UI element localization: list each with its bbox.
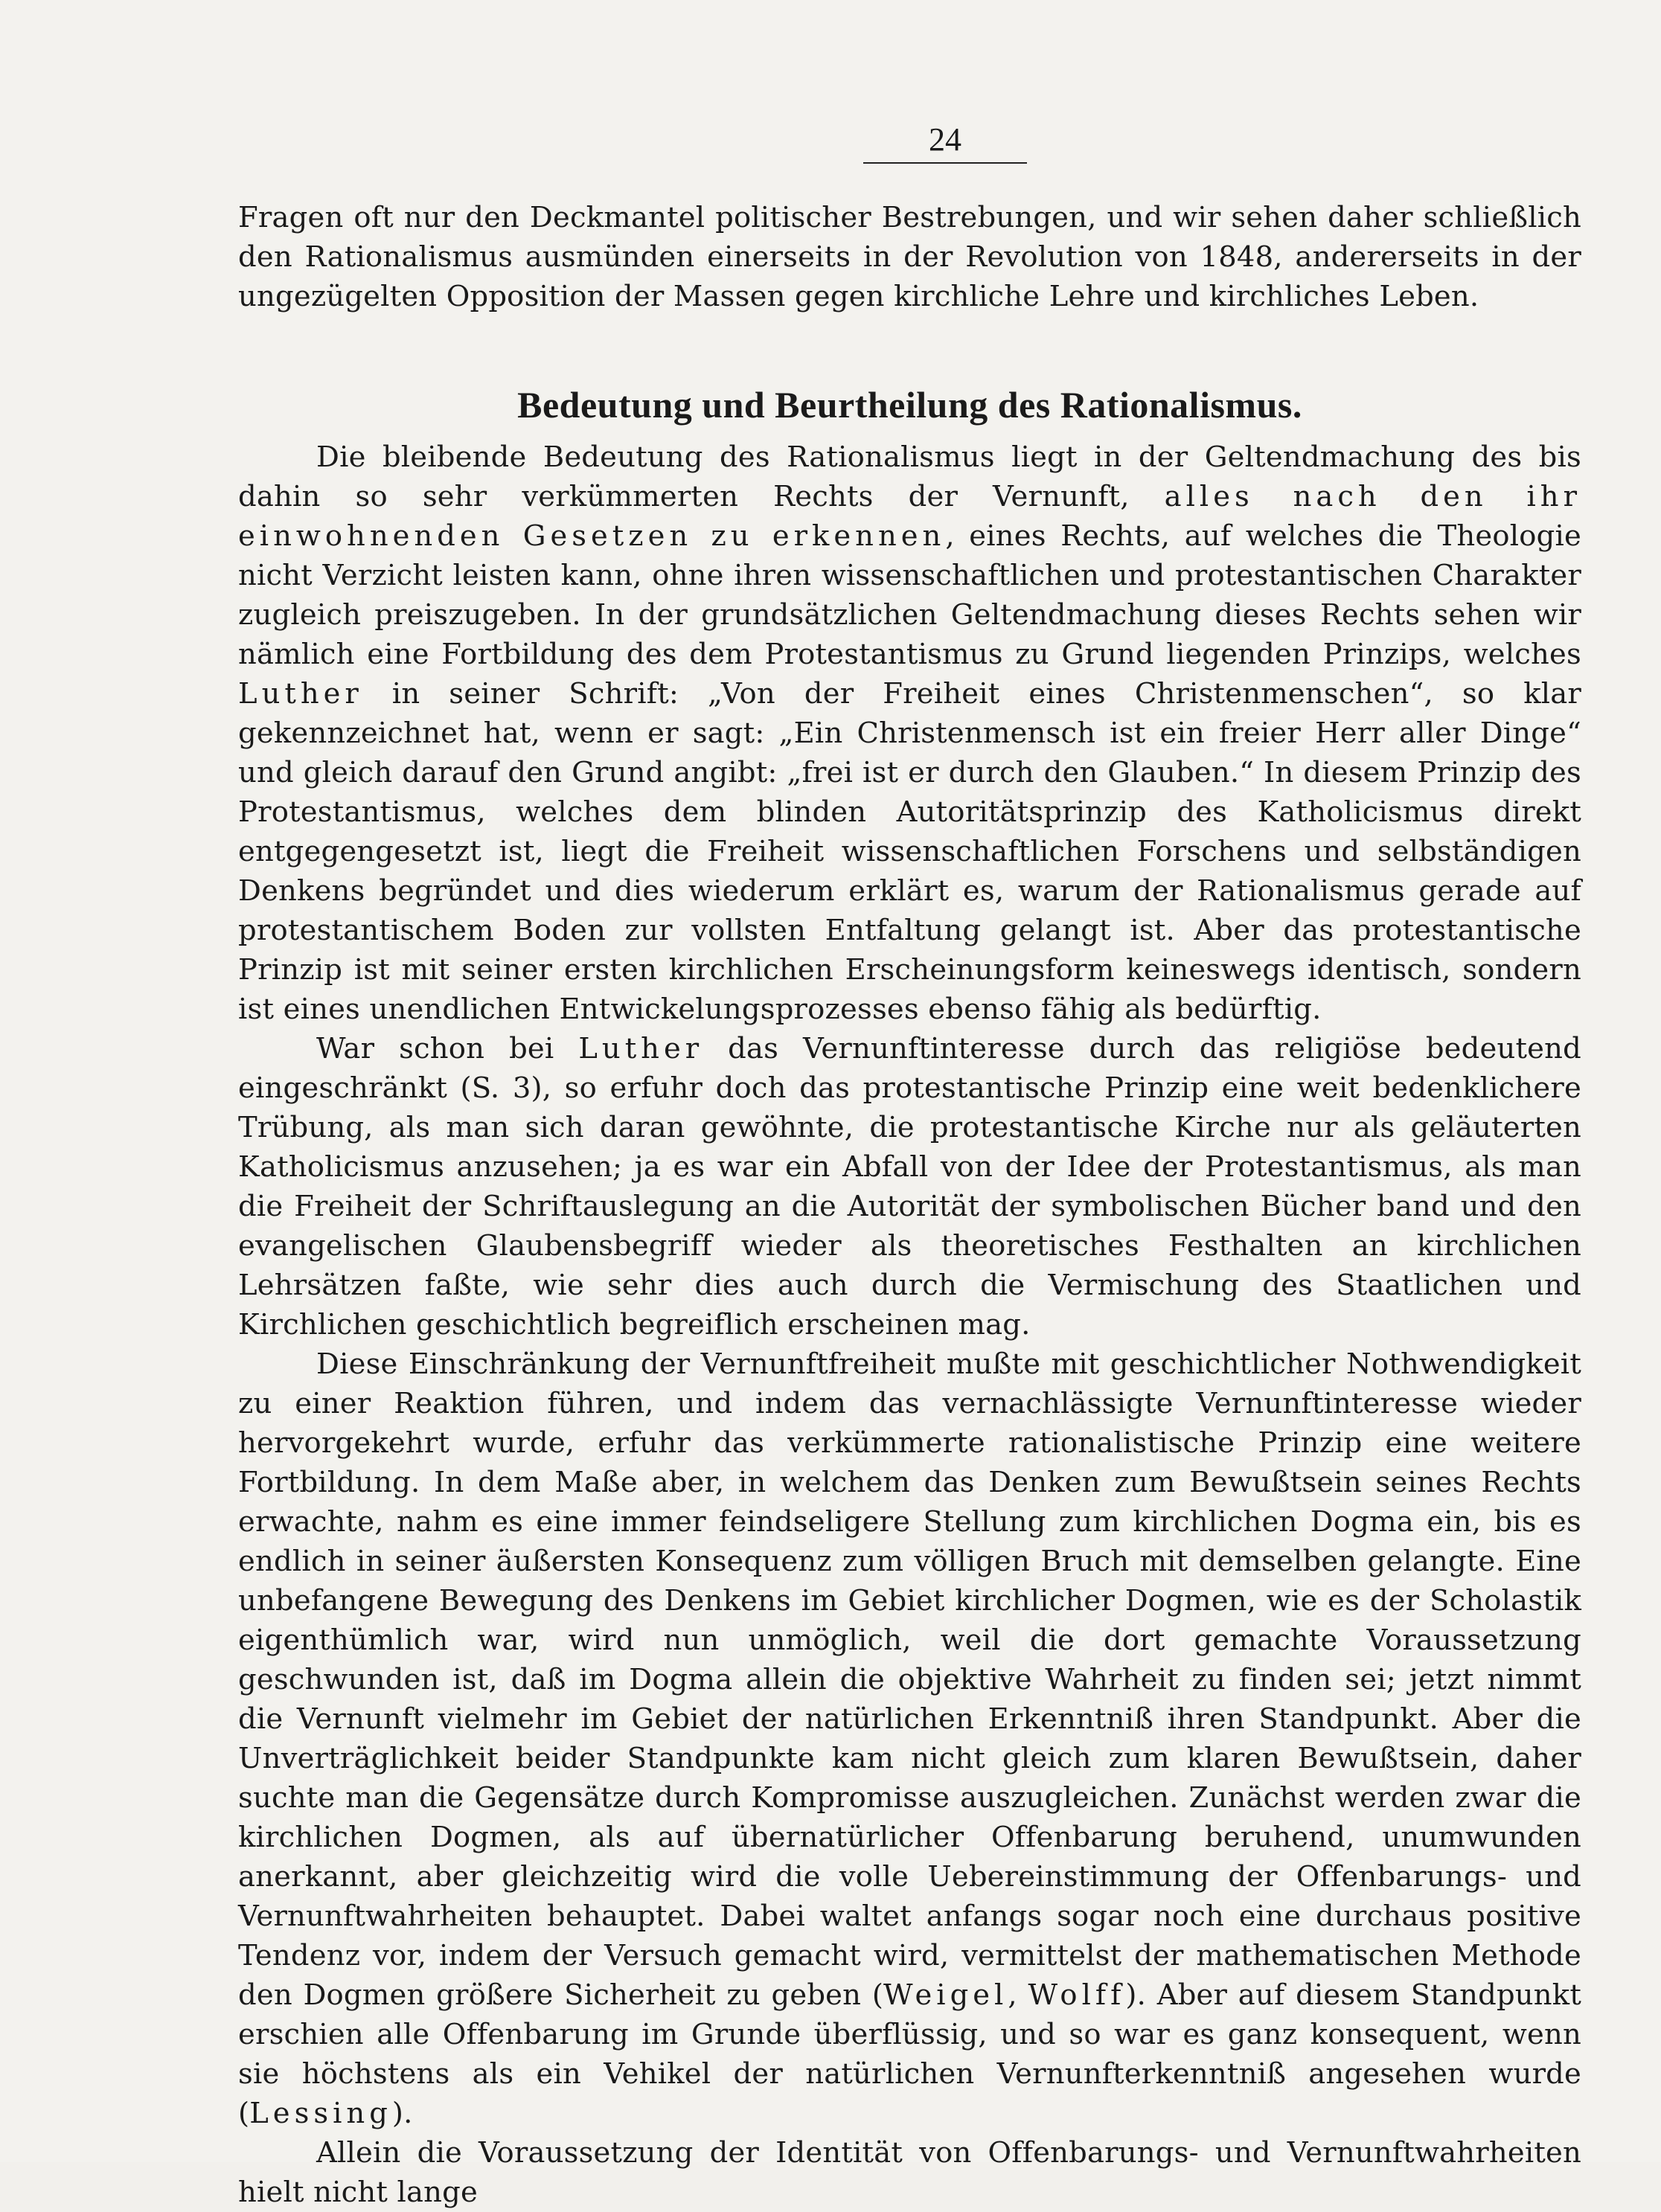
paragraph-3-part-b: ). Aber auf diesem Standpunkt erschien alle Offenbarung im Grunde überflüssig, und so war es ganz konsequent, wenn sie höchstens als ein Vehikel der natürlichen Vernunfterkenntniß angesehen wurde ( [238,1978,1581,2130]
page-number: 24 [929,121,961,158]
paragraph-3-name-wolff: Wolff [1028,1978,1126,2012]
paragraph-2-part-a: War schon bei [316,1032,579,1065]
paragraph-3-name-weigel: Weigel [883,1978,1008,2012]
paragraph-3-name-lessing: Lessing [249,2097,392,2130]
paragraph-1-name-luther: Luther [238,677,363,711]
paragraph-1-part-a: Die bleibende Bedeutung des Rationalismus liegt in der Geltendmachung des bis dahin so sehr verkümmerten Rechts der Vernunft, [238,440,1581,513]
paragraph-3 [238,1344,1581,2133]
section-heading: Bedeutung und Beurtheilung des Rationalismus. [517,384,1302,426]
paragraph-2-part-b: das Vernunftinteresse durch das religiöse bedeutend eingeschränkt (S. 3), so erfuhr doch das protestantische Prinzip eine weit bedenklichere Trübung, als man sich daran gewöhnte, die protestantische Kirche nur als geläuterten Katholicismus anzusehen; ja es war ein Abfall von der Idee der Protestantismus, als man die Freiheit der Schriftauslegung an die Autorität der symbolischen Bücher band und den evangelischen Glaubensbegriff wieder als theoretisches Festhalten an kirchlichen Lehrsätzen faßte, wie sehr dies auch durch die Vermischung des Staatlichen und Kirchlichen geschichtlich begreiflich erscheinen mag. [238,1032,1581,1341]
paragraph-2-name-luther: Luther [578,1032,704,1065]
paragraph-1-spaced-emphasis: alles nach den ihr einwohnenden Gesetzen zu erkennen [238,480,1582,553]
paragraph-3-part-c: ). [391,2097,413,2130]
page-number-rule [863,162,1027,164]
paragraph-2 [238,1029,1581,1344]
paragraph-1-part-b: , eines Rechts, auf welches die Theologie nicht Verzicht leisten kann, ohne ihren wissenschaftlichen und protestantischen Charakter zugleich preiszugeben. In der grundsätzlichen Geltendmachung dieses Rechts sehen wir nämlich eine Fortbildung des dem Protestantismus zu Grund liegenden Prinzips, welches [238,519,1582,671]
paragraph-3-part-a: Diese Einschränkung der Vernunftfreiheit mußte mit geschichtlicher Nothwendigkeit zu einer Reaktion führen, und indem das vernachlässigte Vernunftinteresse wieder hervorgekehrt wurde, erfuhr das verkümmerte rationalistische Prinzip eine weitere Fortbildung. In dem Maße aber, in welchem das Denken zum Bewußtsein seines Rechts erwachte, nahm es eine immer feindseligere Stellung zum kirchlichen Dogma ein, bis es endlich in seiner äußersten Konsequenz zum völligen Bruch mit demselben gelangte. Eine unbefangene Bewegung des Denkens im Gebiet kirchlicher Dogmen, wie es der Scholastik eigenthümlich war, wird nun unmöglich, weil die dort gemachte Voraussetzung geschwunden ist, daß im Dogma allein die objektive Wahrheit zu finden sei; jetzt nimmt die Vernunft vielmehr im Gebiet der natürlichen Erkenntniß ihren Standpunkt. Aber die Unverträglichkeit beider Standpunkte kam nicht gleich zum klaren Bewußtsein, daher suchte man die Gegensätze durch Kompromisse auszugleichen. Zunächst werden zwar die kirchlichen Dogmen, als auf übernatürlicher Offenbarung beruhend, unumwunden anerkannt, aber gleichzeitig wird die volle Uebereinstimmung der Offenbarungs- und Vernunftwahrheiten behauptet. Dabei waltet anfangs sogar noch eine durchaus positive Tendenz vor, indem der Versuch gemacht wird, vermittelst der mathematischen Methode den Dogmen größere Sicherheit zu geben ( [238,1347,1581,2012]
body-text [238,437,1581,2212]
intro-text: Fragen oft nur den Deckmantel politischer Bestrebungen, und wir sehen daher schließlich den Rationalismus ausmünden einerseits in der Revolution von 1848, andererseits in der ungezügelten Opposition der Massen gegen kirchliche Lehre und kirchliches Leben. [238,201,1581,313]
paragraph-4 [238,2133,1581,2212]
paragraph-1 [238,437,1581,1029]
paragraph-4-part-a: Allein die Voraussetzung der Identität von Offenbarungs- und Vernunftwahrheiten hielt nicht lange [238,2136,1581,2209]
paragraph-1-part-c: in seiner Schrift: „Von der Freiheit eines Christenmenschen“, so klar gekennzeichnet hat, wenn er sagt: „Ein Christenmensch ist ein freier Herr aller Dinge“ und gleich darauf den Grund angibt: „frei ist er durch den Glauben.“ In diesem Prinzip des Protestantismus, welches dem blinden Autoritätsprinzip des Katholicismus direkt entgegengesetzt ist, liegt die Freiheit wissenschaftlichen Forschens und selbständigen Denkens begründet und dies wiederum erklärt es, warum der Rationalismus gerade auf protestantischem Boden zur vollsten Entfaltung gelangt ist. Aber das protestantische Prinzip ist mit seiner ersten kirchlichen Erscheinungsform keineswegs identisch, sondern ist eines unendlichen Entwickelungsprozesses ebenso fähig als bedürftig. [238,677,1581,1026]
intro-paragraph [238,198,1581,316]
paragraph-3-separator: , [1008,1978,1028,2012]
